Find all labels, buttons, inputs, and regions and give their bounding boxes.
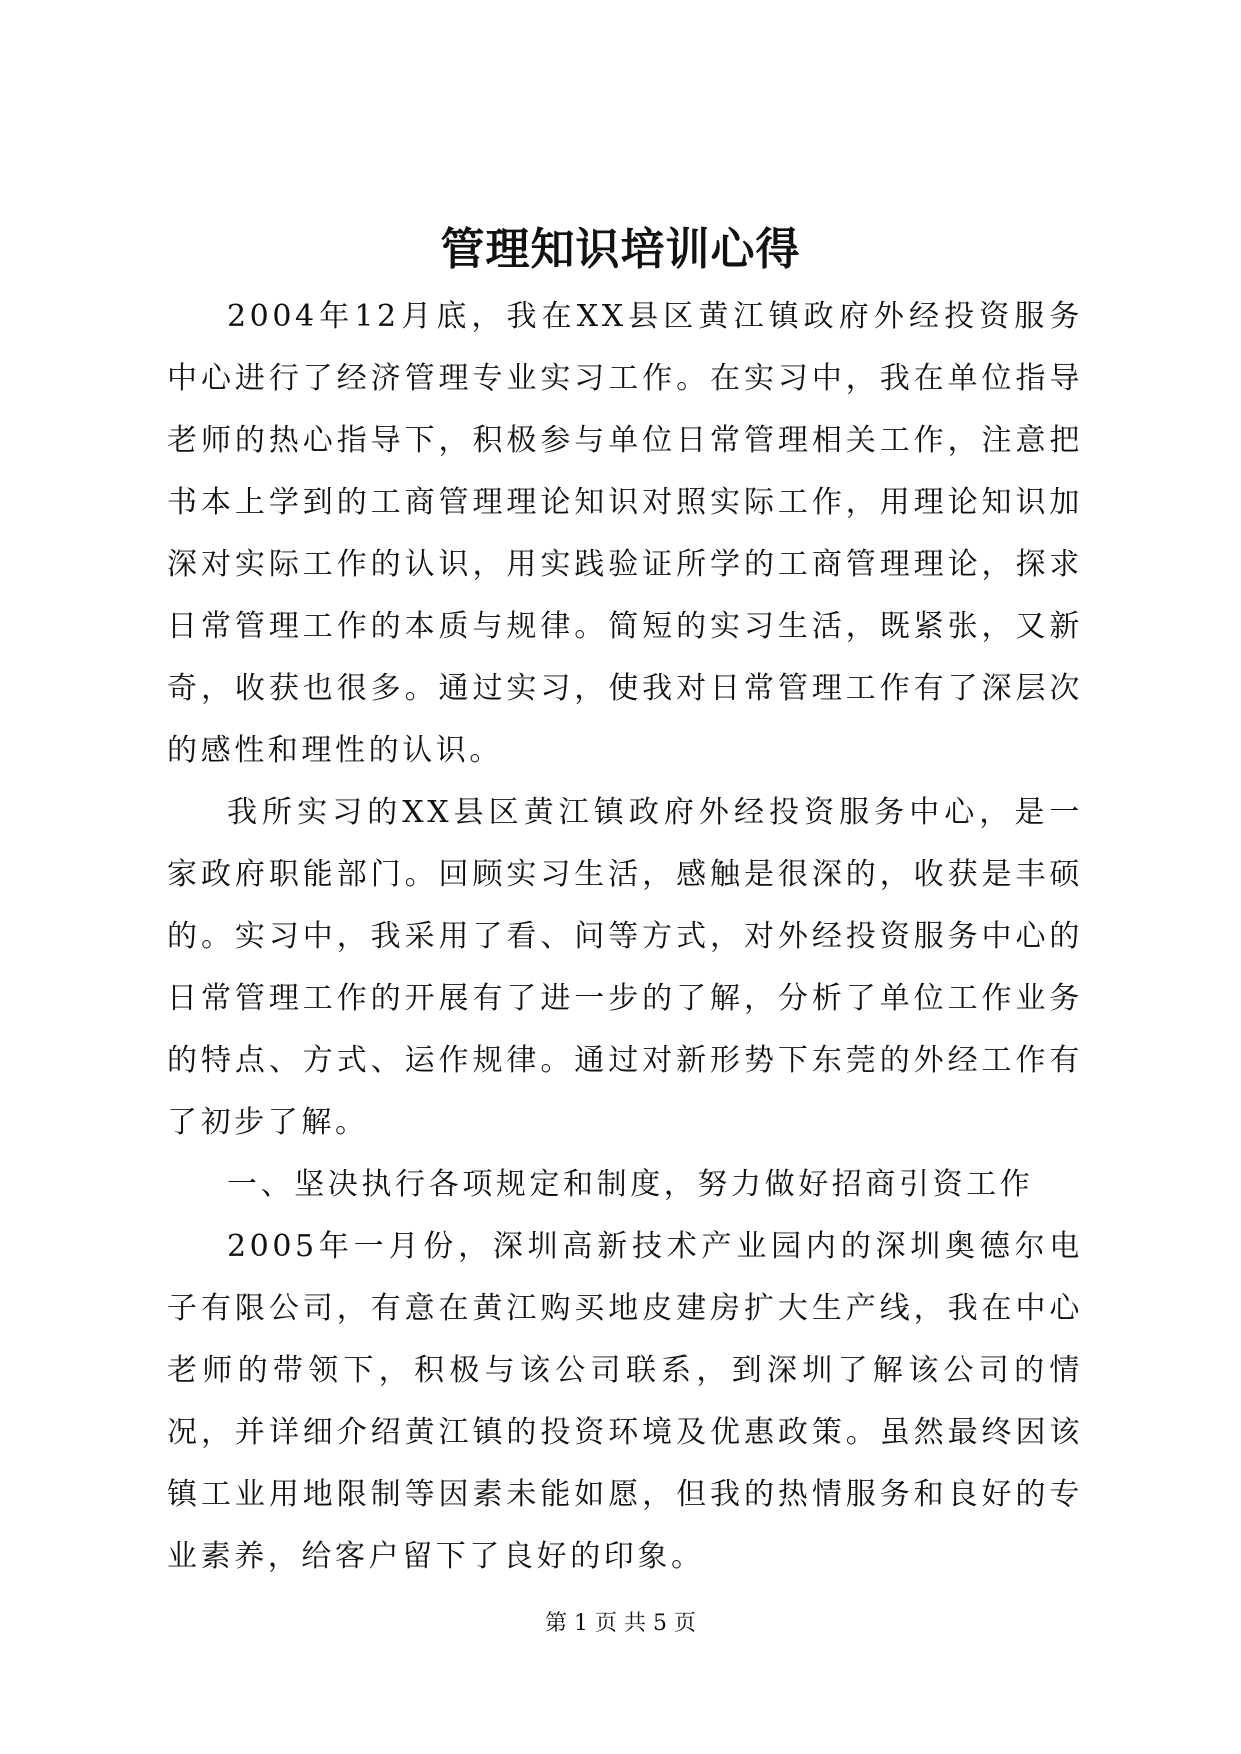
page-footer: 第 1 页 共 5 页 <box>545 1611 696 1636</box>
section-heading: 一、坚决执行各项规定和制度，努力做好招商引资工作 <box>227 1167 1034 1202</box>
paragraph-section-one: 2005年一月份，深圳高新技术产业园内的深圳奥德尔电子有限公司，有意在黄江购买地皮建房扩大生产线，我在中心老师的带领下，积极与该公司联系，到深圳了解该公司的情况，并详细介绍黄江镇的投资环境及优惠政策。虽然最终因该镇工业用地限制等因素未能如愿，但我的热情服务和良好的专业素养，给客户留下了良好的印象。 <box>167 1229 1083 1574</box>
paragraph-internship-unit: 我所实习的XX县区黄江镇政府外经投资服务中心，是一家政府职能部门。回顾实习生活，感触是很深的，收获是丰硕的。实习中，我采用了看、问等方式，对外经投资服务中心的日常管理工作的开展有了进一步的了解，分析了单位工作业务的特点、方式、运作规律。通过对新形势下东莞的外经工作有了初步了解。 <box>167 795 1083 1140</box>
paragraph-intro: 2004年12月底，我在XX县区黄江镇政府外经投资服务中心进行了经济管理专业实习工作。在实习中，我在单位指导老师的热心指导下，积极参与单位日常管理相关工作，注意把书本上学到的工商管理理论知识对照实际工作，用理论知识加深对实际工作的认识，用实践验证所学的工商管理理论，探求日常管理工作的本质与规律。简短的实习生活，既紧张，又新奇，收获也很多。通过实习，使我对日常管理工作有了深层次的感性和理性的认识。 <box>167 299 1083 768</box>
document-body <box>167 286 1083 1588</box>
document-title: 管理知识培训心得 <box>440 224 801 275</box>
